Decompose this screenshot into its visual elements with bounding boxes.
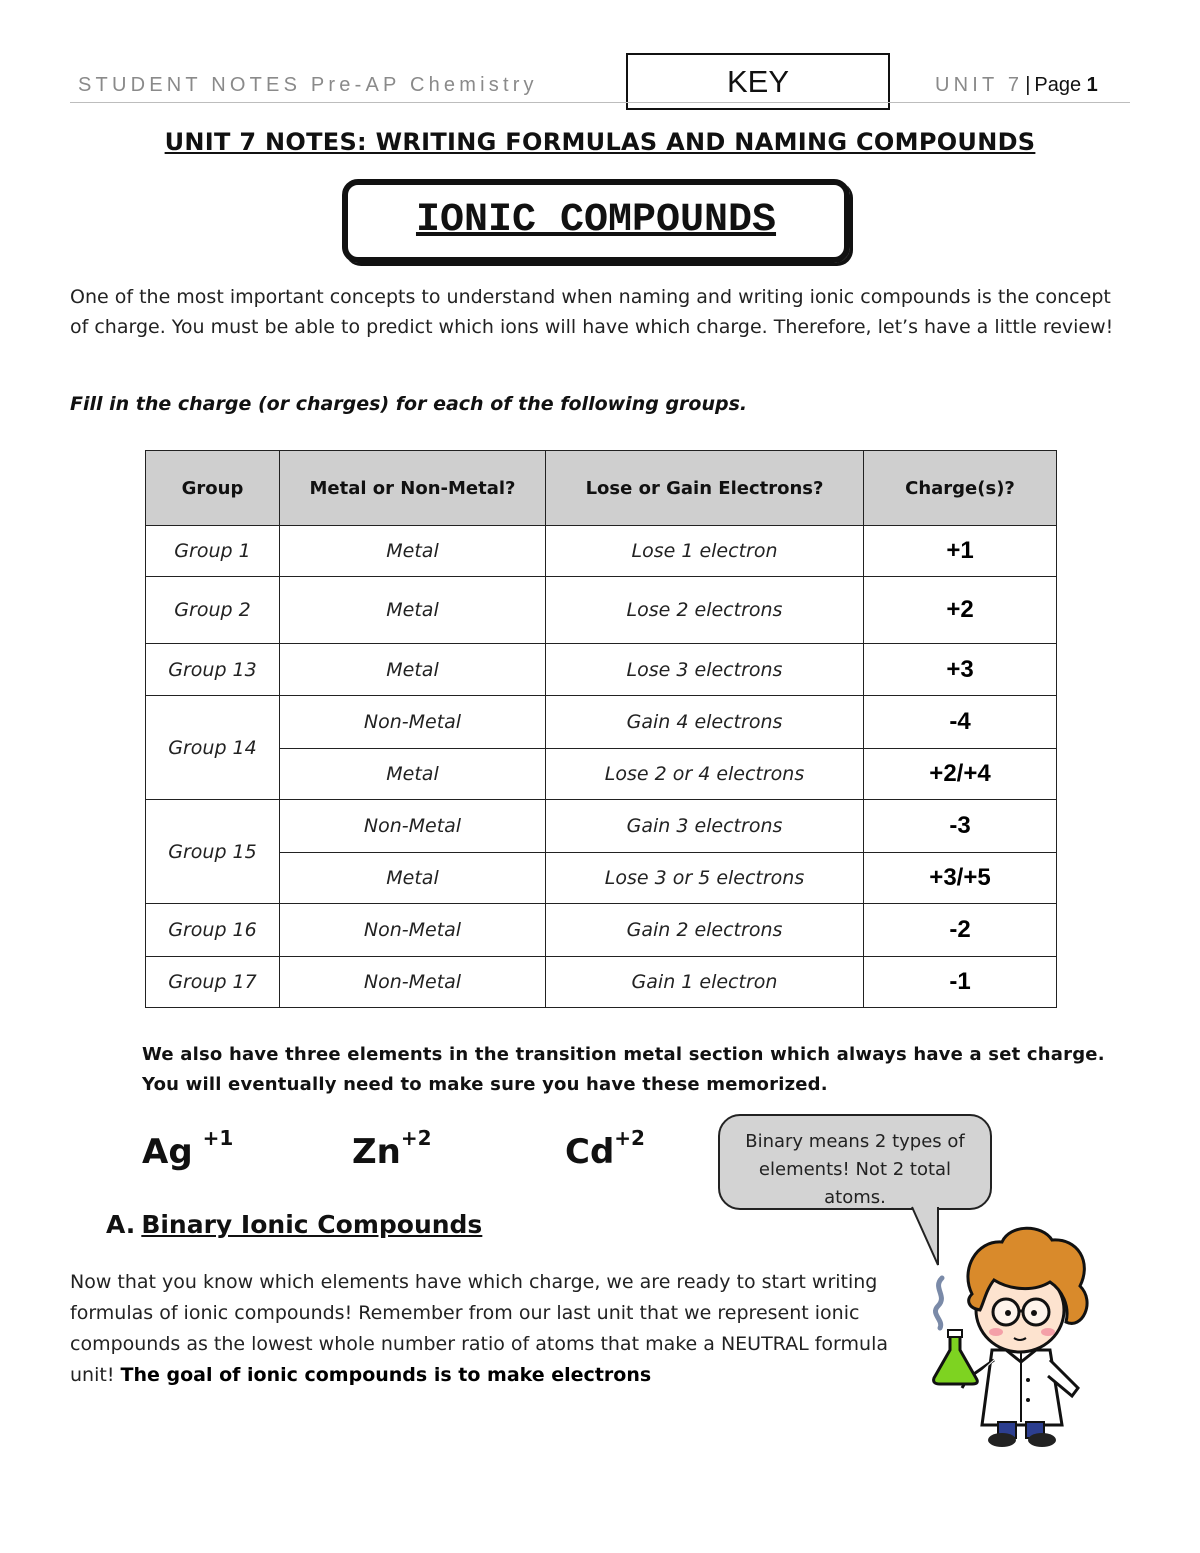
- table-row: [146, 853, 1057, 904]
- cell-electrons: Gain 2 electrons: [546, 904, 864, 957]
- table-row: [146, 644, 1057, 696]
- table-row: [146, 526, 1057, 577]
- cell-type: Non-Metal: [280, 904, 546, 957]
- cell-charge: -1: [864, 957, 1057, 1008]
- cell-charge: -4: [864, 696, 1057, 749]
- cell-group: Group 14: [146, 696, 280, 800]
- charges-table: [145, 450, 1057, 1008]
- header-electrons: Lose or Gain Electrons?: [546, 451, 864, 526]
- section-title: IONIC COMPOUNDS: [415, 198, 777, 243]
- ion-symbol: Cd: [565, 1132, 615, 1172]
- header-metal-type: Metal or Non-Metal?: [280, 451, 546, 526]
- binary-intro-text: Now that you know which elements have which charge, we are ready to start writing formulas of ionic compounds! Remember from our last unit that we represent ionic compounds as the lowest whole number ratio of atoms that make a NEUTRAL formula unit!: [70, 1271, 889, 1386]
- cell-charge: +2: [864, 577, 1057, 644]
- section-title-box: [342, 179, 850, 263]
- cell-type: Metal: [280, 853, 546, 904]
- cell-charge: +1: [864, 526, 1057, 577]
- table-instruction: Fill in the charge (or charges) for each of the following groups.: [70, 393, 748, 415]
- cell-charge: +2/+4: [864, 749, 1057, 800]
- cell-group: Group 17: [146, 957, 280, 1008]
- header-page-number: 1: [1086, 74, 1098, 96]
- ion-charge: +2: [400, 1126, 432, 1150]
- cell-group: Group 2: [146, 577, 280, 644]
- cell-charge: -3: [864, 800, 1057, 853]
- intro-paragraph: One of the most important concepts to understand when naming and writing ionic compounds is the concept of charge. You must be able to predict which ions will have which charge. Therefore, let’s have a little review!: [70, 286, 1114, 338]
- header-page-info: [935, 74, 1098, 97]
- header-page-label: Page: [1034, 74, 1082, 96]
- transition-metal-note: We also have three elements in the transition metal section which always have a set charge. You will eventually need to make sure you have these memorized.: [142, 1044, 1105, 1095]
- table-header-row: [146, 451, 1057, 526]
- section-a-letter: A.: [106, 1210, 136, 1239]
- page-title: UNIT 7 NOTES: WRITING FORMULAS AND NAMING COMPOUNDS: [164, 128, 1036, 156]
- cell-type: Metal: [280, 577, 546, 644]
- table-row: [146, 696, 1057, 749]
- cell-electrons: Gain 4 electrons: [546, 696, 864, 749]
- header-unit: UNIT 7: [935, 74, 1024, 96]
- header-course-label: STUDENT NOTES Pre-AP Chemistry: [78, 74, 538, 96]
- cell-group: Group 1: [146, 526, 280, 577]
- table-row: [146, 800, 1057, 853]
- cell-type: Metal: [280, 526, 546, 577]
- cell-electrons: Gain 3 electrons: [546, 800, 864, 853]
- cell-group: Group 16: [146, 904, 280, 957]
- cell-charge: -2: [864, 904, 1057, 957]
- key-badge: KEY: [626, 53, 890, 110]
- header-charges: Charge(s)?: [864, 451, 1057, 526]
- section-a-title: Binary Ionic Compounds: [141, 1210, 483, 1239]
- cell-type: Non-Metal: [280, 957, 546, 1008]
- binary-intro-bold: The goal of ionic compounds is to make electrons: [120, 1364, 652, 1386]
- cell-electrons: Lose 3 electrons: [546, 644, 864, 696]
- header-separator: |: [1025, 74, 1031, 96]
- header-divider: [70, 102, 1130, 103]
- cell-charge: +3: [864, 644, 1057, 696]
- ion-charge: +1: [202, 1126, 234, 1150]
- cell-charge: +3/+5: [864, 853, 1057, 904]
- cell-electrons: Gain 1 electron: [546, 957, 864, 1008]
- cell-electrons: Lose 2 or 4 electrons: [546, 749, 864, 800]
- table-row: [146, 957, 1057, 1008]
- table-row: [146, 904, 1057, 957]
- ion-charge: +2: [614, 1126, 645, 1150]
- cell-group: Group 15: [146, 800, 280, 904]
- cell-type: Metal: [280, 749, 546, 800]
- cell-electrons: Lose 2 electrons: [546, 577, 864, 644]
- ion-symbol: Ag: [142, 1132, 193, 1172]
- scientist-illustration-icon: [910, 1210, 1120, 1450]
- ion-zinc: [352, 1126, 432, 1172]
- cell-group: Group 13: [146, 644, 280, 696]
- ion-symbol: Zn: [352, 1132, 401, 1172]
- cell-electrons: Lose 1 electron: [546, 526, 864, 577]
- cell-electrons: Lose 3 or 5 electrons: [546, 853, 864, 904]
- ion-cadmium: [565, 1126, 645, 1172]
- cell-type: Non-Metal: [280, 800, 546, 853]
- ion-silver: [142, 1126, 234, 1172]
- cell-type: Non-Metal: [280, 696, 546, 749]
- speech-bubble: Binary means 2 types of elements! Not 2 total atoms.: [718, 1114, 992, 1210]
- table-row: [146, 749, 1057, 800]
- cell-type: Metal: [280, 644, 546, 696]
- section-a-heading: [106, 1210, 482, 1239]
- table-row: [146, 577, 1057, 644]
- header-group: Group: [146, 451, 280, 526]
- binary-intro-paragraph: [70, 1267, 900, 1391]
